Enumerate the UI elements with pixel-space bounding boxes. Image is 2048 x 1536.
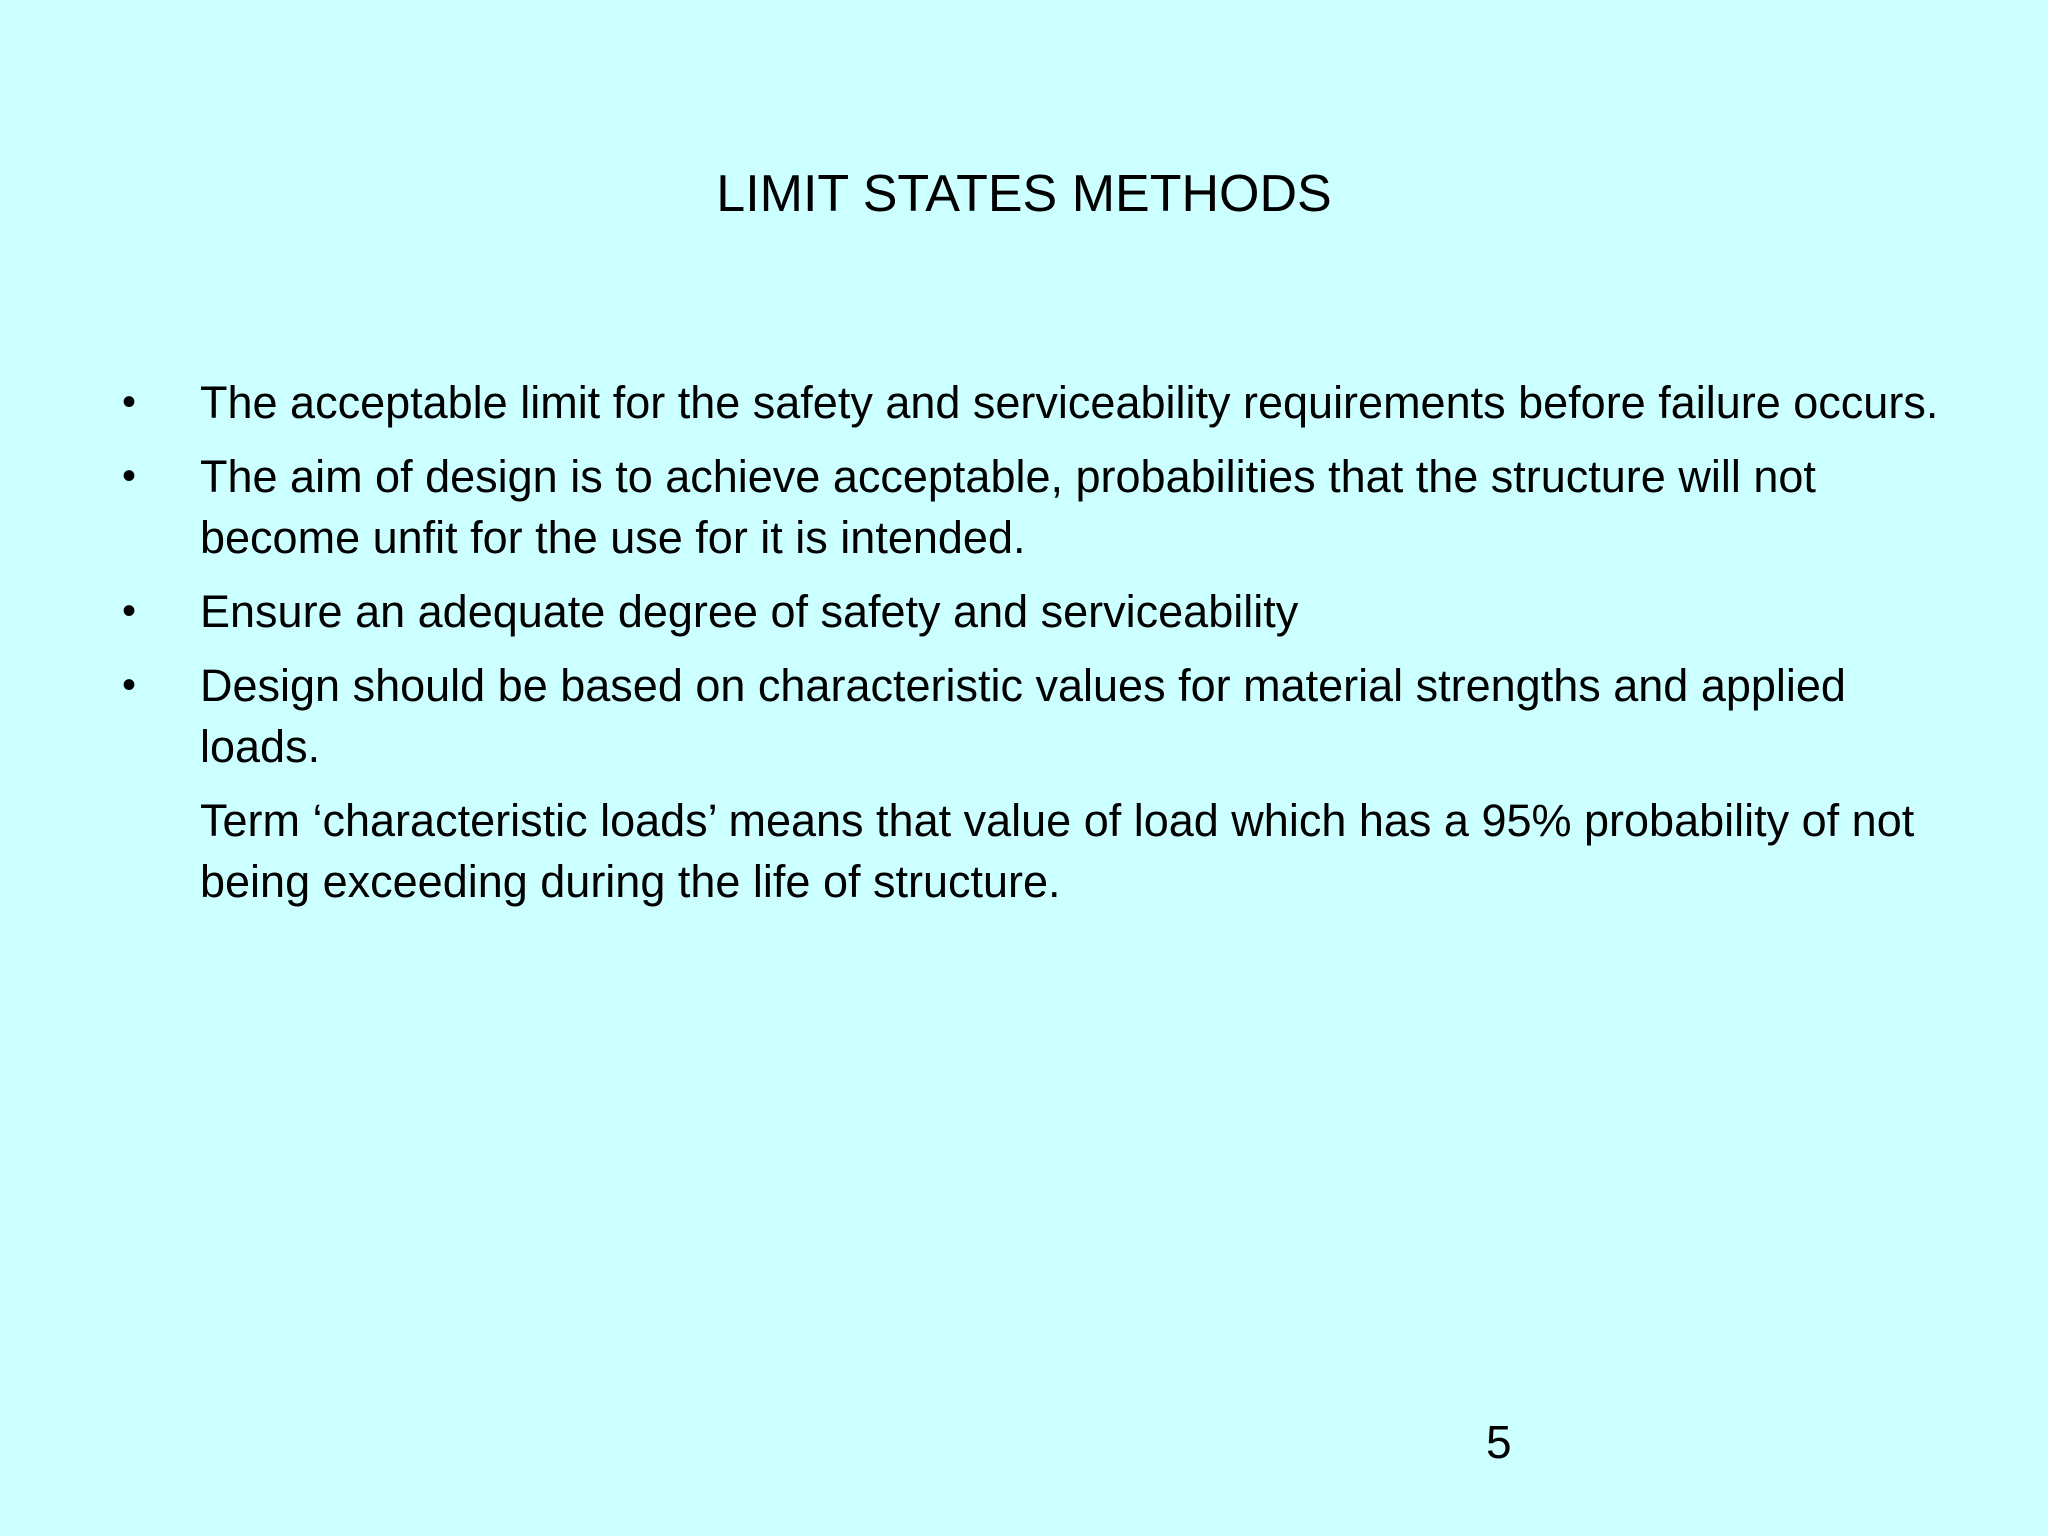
bullet-item-characteristic-values: [0, 655, 2048, 777]
bullet-list: [0, 372, 2048, 925]
bullet-text: Design should be based on characteristic values for material strengths and applied loads.: [200, 660, 1846, 772]
paragraph-text: Term ‘characteristic loads’ means that value of load which has a 95% probability of not being exceeding during the life of structure.: [200, 795, 1915, 907]
bullet-item-safety-limit: [0, 372, 2048, 433]
bullet-icon: •: [122, 663, 137, 707]
bullet-icon: •: [122, 454, 137, 498]
bullet-icon: •: [122, 380, 137, 424]
bullet-text: The aim of design is to achieve acceptable, probabilities that the structure will not become unfit for the use for it is intended.: [200, 451, 1816, 563]
paragraph-characteristic-loads: [0, 790, 2048, 912]
bullet-text: The acceptable limit for the safety and serviceability requirements before failure occurs.: [200, 377, 1939, 428]
bullet-item-ensure-safety: [0, 581, 2048, 642]
slide-title: LIMIT STATES METHODS: [716, 165, 1332, 223]
bullet-icon: •: [122, 589, 137, 633]
bullet-text: Ensure an adequate degree of safety and serviceability: [200, 586, 1299, 637]
bullet-item-design-aim: [0, 446, 2048, 568]
page-number: 5: [1486, 1416, 1512, 1468]
